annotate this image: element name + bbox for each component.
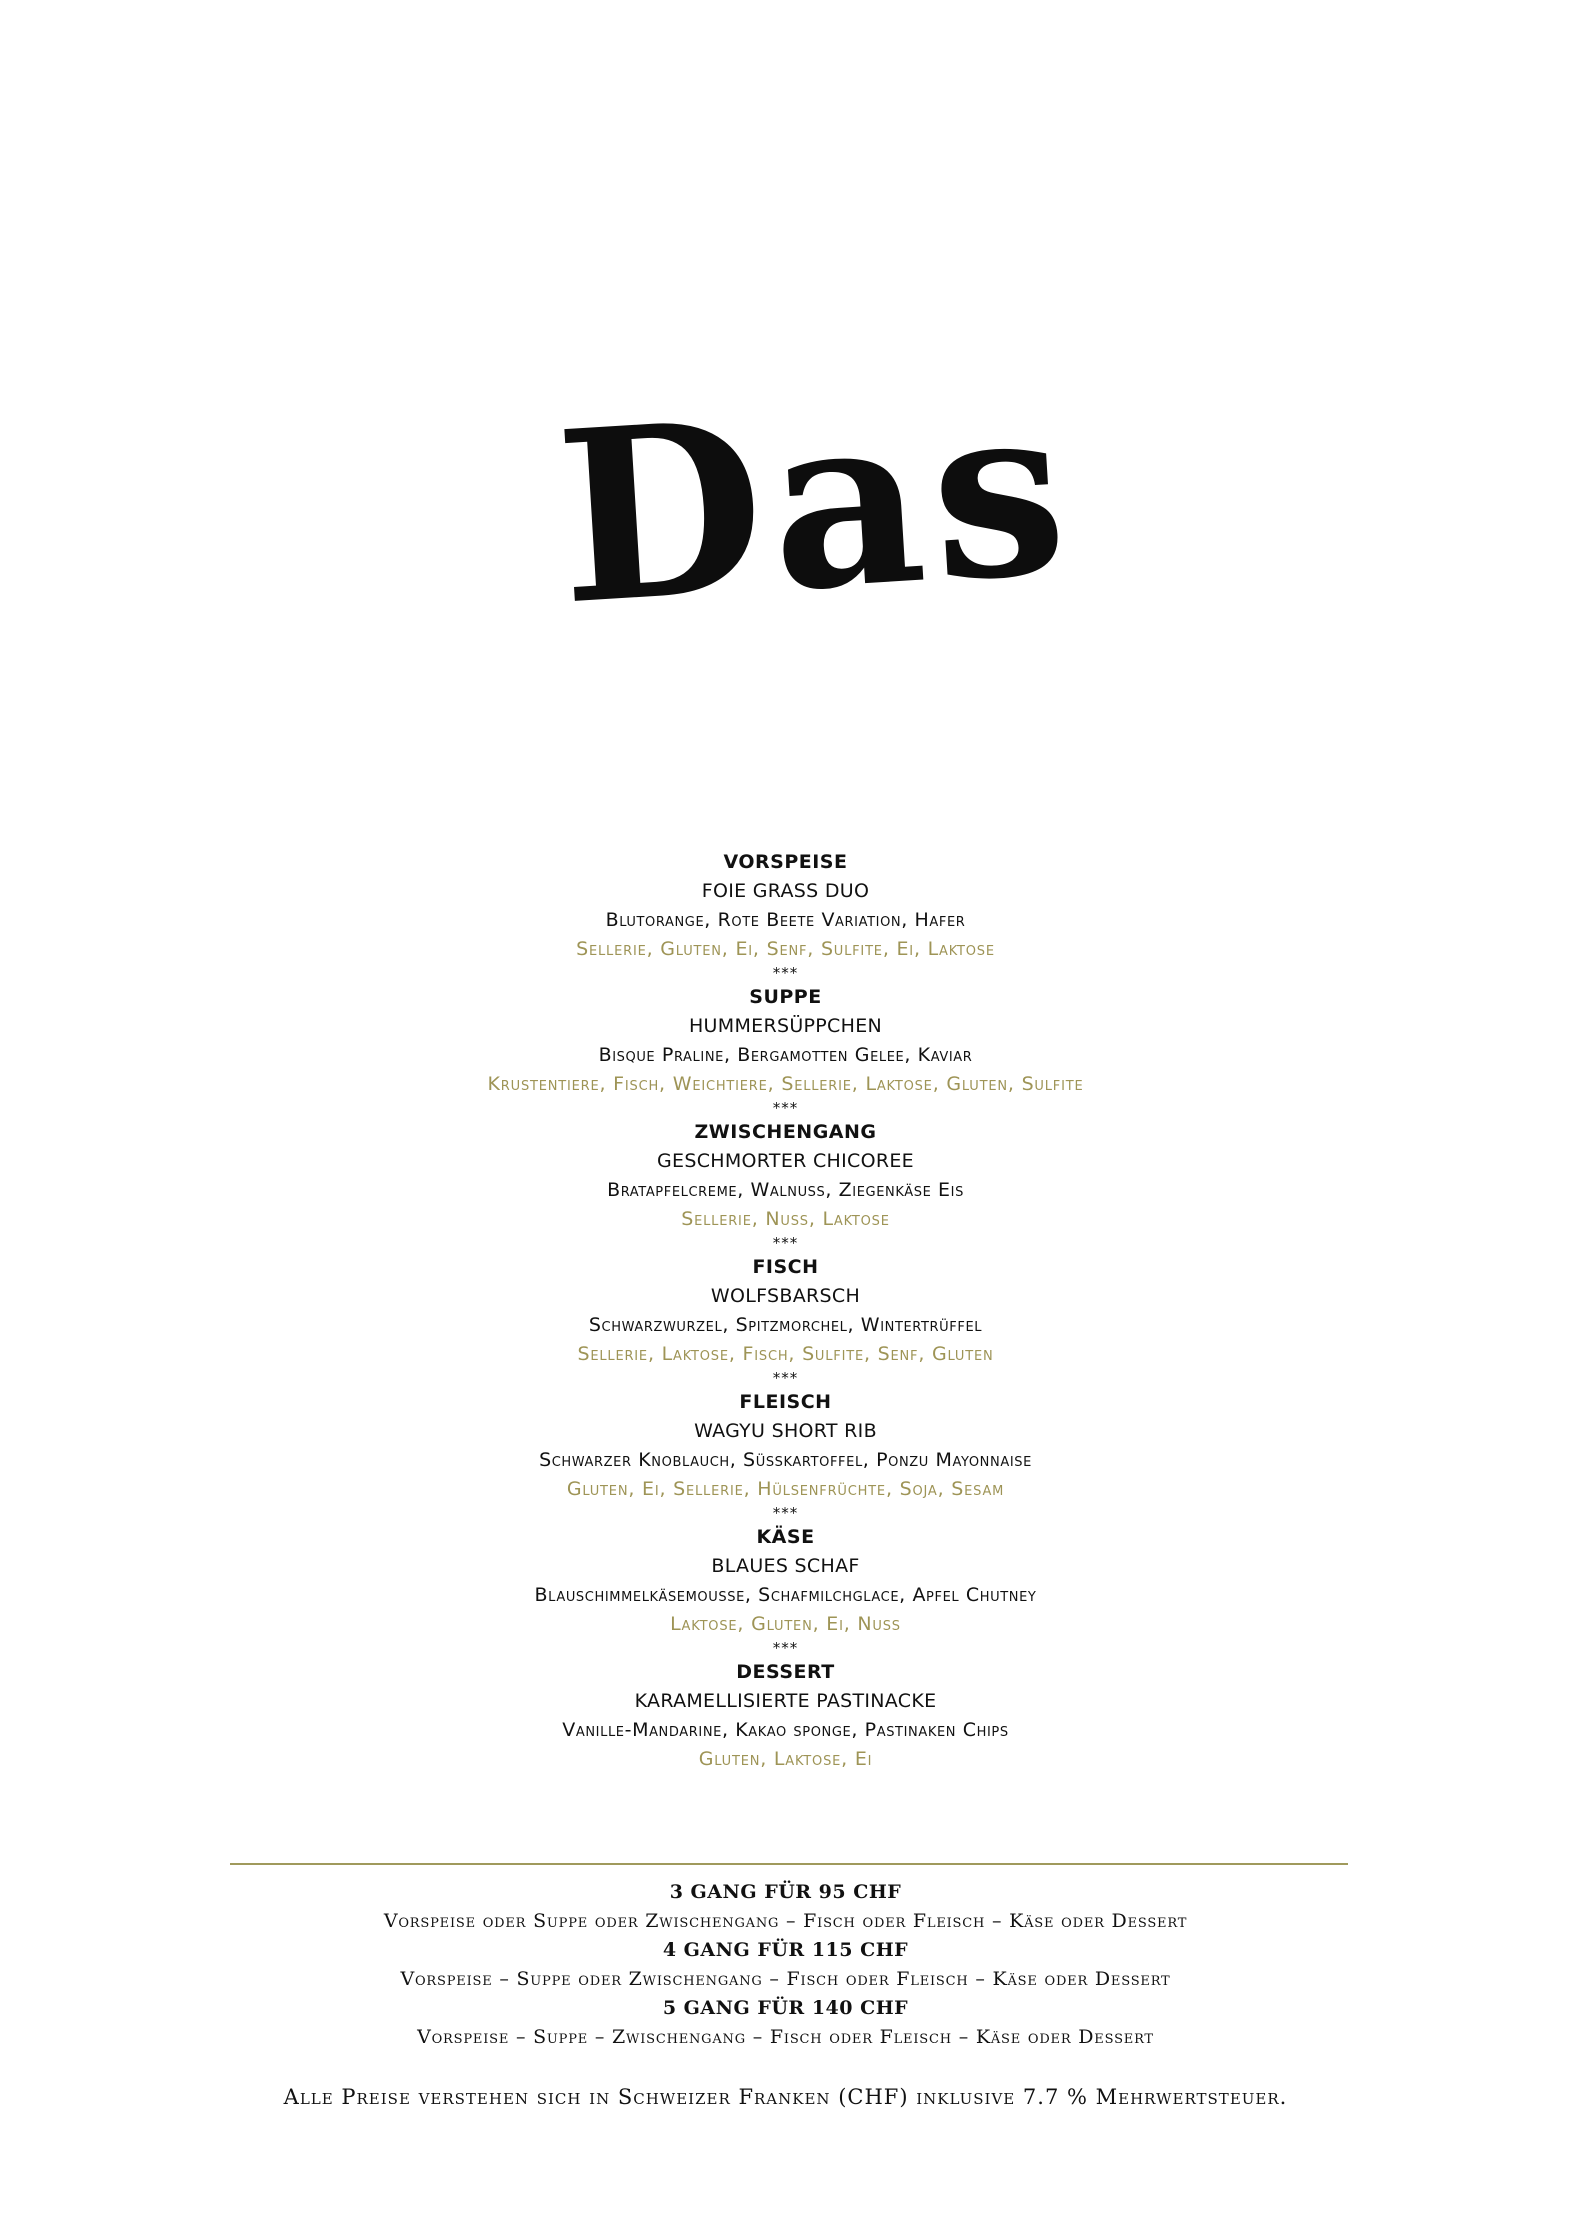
- allergen-list: Sellerie, Laktose, Fisch, Sulfite, Senf, Gluten: [577, 1343, 994, 1365]
- offer-title: 3 GANG FÜR 95 CHF: [669, 1881, 902, 1903]
- allergen-list: Sellerie, Gluten, Ei, Senf, Sulfite, Ei, Laktose: [576, 938, 995, 960]
- menu-offers: [0, 1878, 1571, 2052]
- course-name: VORSPEISE: [723, 851, 848, 873]
- course-name: DESSERT: [736, 1661, 835, 1683]
- offer-description: Vorspeise oder Suppe oder Zwischengang – Fisch oder Fleisch – Käse oder Dessert: [383, 1910, 1188, 1932]
- dish-name: WOLFSBARSCH: [710, 1285, 861, 1307]
- course-suppe: [0, 983, 1571, 1118]
- course-separator: ***: [772, 1099, 799, 1117]
- dish-name: KARAMELLISIERTE PASTINACKE: [634, 1690, 937, 1712]
- course-zwischengang: [0, 1118, 1571, 1253]
- restaurant-logo: Das: [550, 348, 1081, 658]
- course-separator: ***: [772, 1639, 799, 1657]
- allergen-list: Gluten, Ei, Sellerie, Hülsenfrüchte, Soja, Sesam: [566, 1478, 1005, 1500]
- course-fleisch: [0, 1388, 1571, 1523]
- offer-description: Vorspeise – Suppe oder Zwischengang – Fisch oder Fleisch – Käse oder Dessert: [400, 1968, 1171, 1990]
- dish-name: HUMMERSÜPPCHEN: [688, 1015, 883, 1037]
- course-name: SUPPE: [749, 986, 822, 1008]
- tasting-menu: [0, 848, 1571, 1773]
- course-kaese: [0, 1523, 1571, 1658]
- dish-name: FOIE GRASS DUO: [701, 880, 870, 902]
- dish-name: BLAUES SCHAF: [711, 1555, 860, 1577]
- course-name: FISCH: [752, 1256, 819, 1278]
- course-vorspeise: [0, 848, 1571, 983]
- course-name: ZWISCHENGANG: [694, 1121, 877, 1143]
- allergen-list: Krustentiere, Fisch, Weichtiere, Sellerie, Laktose, Gluten, Sulfite: [487, 1073, 1084, 1095]
- price-footnote: Alle Preise verstehen sich in Schweizer Franken (CHF) inklusive 7.7 % Mehrwertsteuer.: [283, 2085, 1288, 2109]
- course-separator: ***: [772, 1504, 799, 1522]
- dish-description: Blauschimmelkäsemousse, Schafmilchglace, Apfel Chutney: [534, 1584, 1037, 1606]
- course-name: FLEISCH: [739, 1391, 832, 1413]
- course-dessert: [0, 1658, 1571, 1773]
- course-fisch: [0, 1253, 1571, 1388]
- dish-description: Schwarzer Knoblauch, Süsskartoffel, Ponzu Mayonnaise: [539, 1449, 1032, 1471]
- offer-title: 5 GANG FÜR 140 CHF: [662, 1997, 909, 2019]
- dish-description: Bratapfelcreme, Walnuss, Ziegenkäse Eis: [607, 1179, 964, 1201]
- section-divider: [230, 1863, 1348, 1865]
- allergen-list: Sellerie, Nuss, Laktose: [681, 1208, 890, 1230]
- dish-name: GESCHMORTER CHICOREE: [657, 1150, 914, 1172]
- offer-description: Vorspeise – Suppe – Zwischengang – Fisch oder Fleisch – Käse oder Dessert: [417, 2026, 1154, 2048]
- dish-name: WAGYU SHORT RIB: [694, 1420, 877, 1442]
- course-separator: ***: [772, 1234, 799, 1252]
- course-name: KÄSE: [756, 1526, 815, 1548]
- dish-description: Vanille-Mandarine, Kakao sponge, Pastinaken Chips: [562, 1719, 1009, 1741]
- offer-title: 4 GANG FÜR 115 CHF: [662, 1939, 909, 1961]
- allergen-list: Laktose, Gluten, Ei, Nuss: [670, 1613, 901, 1635]
- allergen-list: Gluten, Laktose, Ei: [698, 1748, 873, 1770]
- dish-description: Blutorange, Rote Beete Variation, Hafer: [605, 909, 966, 931]
- dish-description: Schwarzwurzel, Spitzmorchel, Wintertrüffel: [588, 1314, 983, 1336]
- course-separator: ***: [772, 964, 799, 982]
- dish-description: Bisque Praline, Bergamotten Gelee, Kaviar: [598, 1044, 973, 1066]
- course-separator: ***: [772, 1369, 799, 1387]
